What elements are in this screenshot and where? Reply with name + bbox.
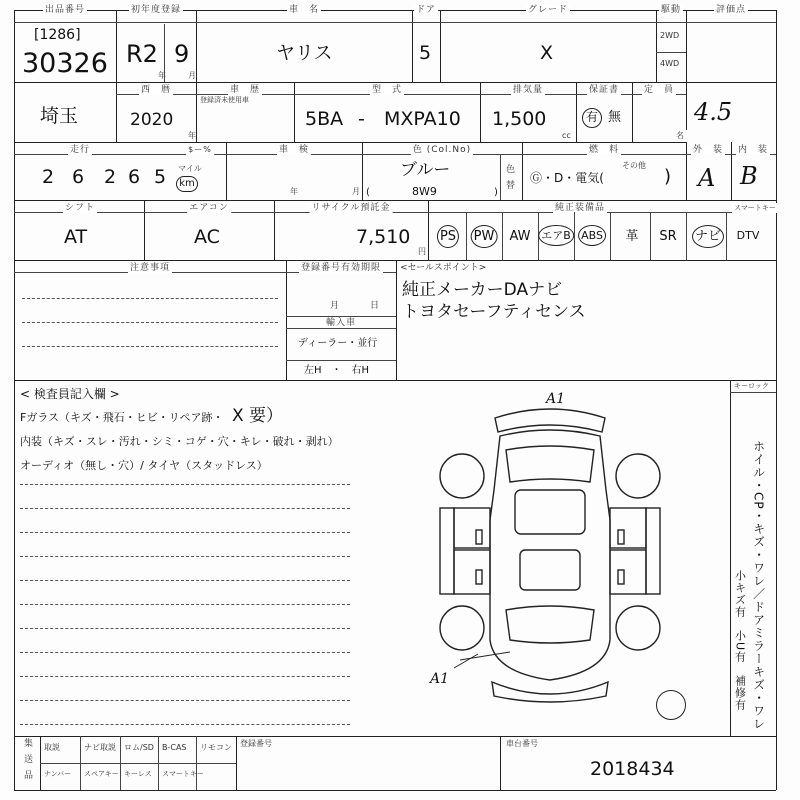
notes-bottom (14, 380, 776, 381)
chassis-number: 2018434 (590, 758, 675, 780)
equipment-6: SR (659, 229, 677, 244)
hdr-grade: グレード (527, 5, 569, 15)
equipment-1: PW (471, 225, 498, 248)
left-rear-door (454, 508, 490, 548)
wheel-front-left (440, 606, 484, 650)
color-code: 8W9 (412, 185, 437, 198)
equipment-7: ナビ (692, 225, 724, 248)
sales-point-2: トヨタセーフティセンス (402, 302, 586, 322)
checklist-bottom-1: スペアキー (84, 770, 119, 778)
rear-bumper (495, 409, 605, 432)
checklist-top-3: B-CAS (162, 743, 187, 752)
checklist-bottom-3: スマートキー (162, 770, 204, 778)
first-reg-era: R2 (126, 40, 158, 68)
model-prefix: 5BA (305, 108, 344, 130)
equipment-2: AW (509, 229, 531, 244)
auction-sheet: 出品番号 初年度登録 車 名 ドア グレード 駆動 評価点 [1286] 30326 R2 9 年 月 ヤリス 5 X 2WD 4WD 西 暦 車 歴 型 式 排気量 保証書 定 員 埼玉 2020 年 登録済未使用車 5BA - MXPA10 1,500 cc 有 無 名 走行 $ー% 車 検 色 (Col.No) 燃 料 外 装 内 装 2 6 2 6 5 マイル km 年 月 ( ブルー 8W9 ) 色 替 Ⓖ・D・電気( その他 ) A B シフト エアコン リサイクル預託金 純正装備品 スマートキー AT AC 7,510 円 PS PW AW エアB ABS 革 SR ナビ DTV 注意事項 登録番号有効期限 <セールスポイント> 輸入車 月 日 ディーラー・並行 左H ・ 右H 純正メーカーDAナビ トヨタセーフティセンス キーロック < 検査員記入欄 > Fガラス（キズ・飛石・ヒビ・リペア跡・ X 要） 内装（キズ・スレ・汚れ・シミ・コゲ・穴・キレ・破れ・剥れ） オーディオ（無し・穴）/ タイヤ（スタッドレス） A1 A1 4.5 ホイル・CP・キズ・ワレ／ドアミラーキズ・ワレ 小キズ有 小U有 補修有 集 送 品 取説 ナビ取説 ロム/SD B-CAS リモコン ナンバー スペアキー キーレス スマートキー 登録番号 車台番号 2018434 (0, 0, 800, 800)
car-name: ヤリス (276, 42, 333, 64)
exterior-grade: A (698, 164, 716, 192)
sales-point-1: 純正メーカーDAナビ (402, 280, 563, 300)
hood (520, 550, 580, 590)
handle (476, 570, 482, 584)
checklist-top-4: リモコン (200, 743, 232, 752)
shift-value: AT (64, 226, 88, 248)
front-bumper (492, 682, 608, 702)
row4-bottom (14, 260, 776, 261)
mileage-unit-km: km (176, 176, 198, 192)
recycle-value: 7,510 (356, 226, 411, 248)
inspector-title: < 検査員記入欄 > (20, 387, 120, 401)
hdr-car-name: 車 名 (288, 5, 320, 15)
car-diagram (420, 390, 680, 710)
v4 (440, 10, 441, 82)
roof (515, 490, 585, 534)
doors: 5 (419, 42, 432, 64)
inspector-bottom (14, 736, 776, 737)
rear-window (506, 446, 594, 482)
equipment-4: ABS (578, 225, 606, 246)
row1-hdr-line (14, 22, 776, 23)
steering: 左H ・ 右H (304, 365, 370, 376)
v5 (656, 10, 657, 82)
import-type: ディーラー・並行 (298, 338, 378, 349)
fuel: Ⓖ・D・電気( (530, 171, 604, 185)
hdr-doors: ドア (416, 5, 436, 15)
grade: X (540, 42, 554, 64)
v3 (412, 10, 413, 82)
wheel-rear-right (616, 454, 660, 498)
equipment-3: エアB (538, 225, 574, 246)
right-rear-door (610, 508, 646, 548)
handle (618, 570, 624, 584)
damage-a1-front: A1 (430, 671, 450, 687)
hdr-first-reg: 初年度登録 (130, 5, 182, 15)
side-note-2: 小キズ有 小U有 補修有 (733, 570, 747, 712)
lot-small: [1286] (34, 27, 81, 43)
damage-a1-rear: A1 (546, 391, 566, 407)
row2-bottom (14, 142, 686, 143)
handle (618, 530, 624, 544)
model-code: MXPA10 (384, 108, 461, 130)
v6 (686, 10, 687, 130)
row1-bottom (14, 82, 776, 83)
drive-4wd: 4WD (660, 59, 680, 68)
checklist-top-0: 取説 (44, 743, 60, 752)
first-reg-year: 2020 (130, 110, 174, 130)
interior-grade: B (740, 162, 758, 190)
aircon-value: AC (194, 226, 220, 248)
hdr-drive: 駆動 (660, 5, 682, 15)
checklist-top-2: ロム/SD (124, 743, 154, 752)
left-sill (440, 508, 454, 594)
wheel-rear-left (440, 454, 484, 498)
equipment-8: DTV (736, 229, 760, 242)
warranty-no: 無 (608, 110, 622, 125)
drive-2wd: 2WD (660, 31, 680, 40)
hdr-score: 評価点 (715, 5, 747, 15)
frame-right (776, 10, 777, 790)
first-reg-month: 9 (174, 40, 190, 68)
frame-bottom (14, 790, 776, 791)
handle (476, 530, 482, 544)
inspector-line-1: Fガラス（キズ・飛石・ヒビ・リペア跡・ (20, 411, 224, 424)
row3-bottom (14, 200, 776, 201)
checklist-top-1: ナビ取説 (84, 743, 116, 752)
checklist-bottom-0: ナンバー (44, 770, 72, 778)
left-front-door (454, 550, 490, 594)
wheel-front-right (616, 606, 660, 650)
right-sill (646, 508, 660, 594)
displacement: 1,500 (492, 108, 547, 130)
color-name: ブルー (400, 160, 451, 180)
checklist-bottom-2: キーレス (124, 770, 152, 778)
inspector-line-3: オーディオ（無し・穴）/ タイヤ（スタッドレス） (20, 459, 268, 472)
v1 (116, 10, 117, 82)
side-note-1: ホイル・CP・キズ・ワレ／ドアミラーキズ・ワレ (751, 440, 766, 731)
lot-number: 30326 (22, 48, 108, 79)
glass-mark: X 要） (232, 406, 284, 426)
equipment-0: PS (437, 225, 459, 248)
inspector-line-2: 内装（キズ・スレ・汚れ・シミ・コゲ・穴・キレ・破れ・剥れ） (20, 435, 339, 448)
frame-left (14, 10, 15, 790)
score-hand: 4.5 (694, 98, 733, 126)
right-front-door (610, 550, 646, 594)
windshield (506, 606, 594, 643)
region: 埼玉 (40, 105, 79, 127)
equipment-5: 革 (625, 229, 639, 244)
hdr-lot: 出品番号 (44, 5, 86, 15)
spare-wheel-icon (656, 690, 686, 720)
v2 (196, 10, 197, 82)
reg-note: 登録済未使用車 (200, 96, 249, 104)
warranty-yes: 有 (582, 108, 602, 128)
